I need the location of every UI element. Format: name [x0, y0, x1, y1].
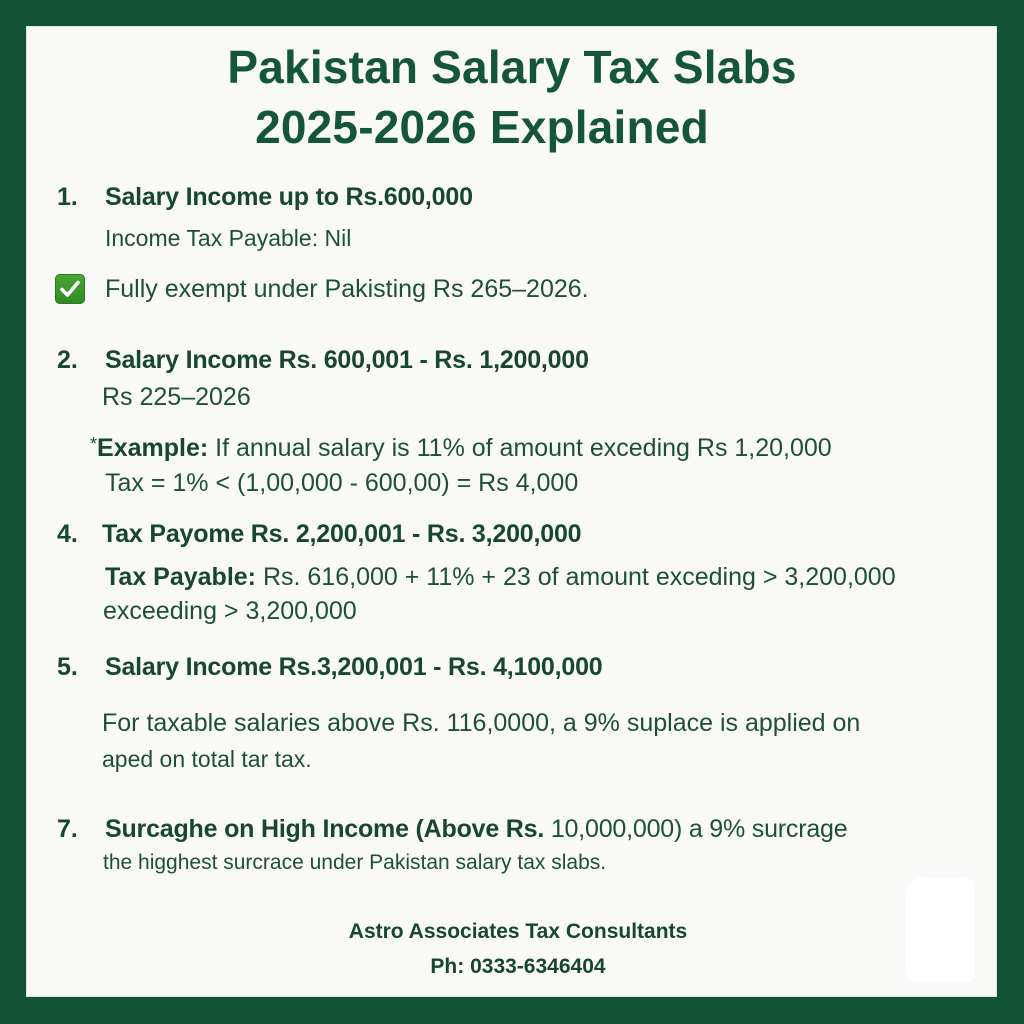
page-title-line-1: Pakistan Salary Tax Slabs	[227, 41, 797, 93]
item-7-heading	[105, 815, 847, 844]
page-title-line-2: 2025-2026 Explained	[255, 101, 709, 153]
item-4-line-2: exceeding > 3,200,000	[103, 597, 357, 625]
item-1-note: Fully exempt under Pakisting Rs 265–2026.	[105, 275, 589, 303]
item-4-line-1	[105, 563, 896, 592]
item-2-heading: Salary Income Rs. 600,001 - Rs. 1,200,000	[105, 346, 589, 374]
tax-payable-label: Tax Payable:	[105, 563, 257, 591]
example-text: If annual salary is 11% of amount exceding Rs 1,20,000	[208, 434, 832, 462]
item-1-number: 1.	[57, 183, 78, 211]
check-mark-icon	[55, 274, 85, 304]
item-5-line-2: aped on total tar tax.	[102, 746, 312, 772]
item-1-heading: Salary Income up to Rs.600,000	[105, 183, 473, 211]
item-7-heading-rest: 10,000,000) a 9% surcrage	[544, 815, 848, 843]
example-label: Example:	[97, 434, 209, 462]
company-name: Astro Associates Tax Consultants	[348, 920, 688, 943]
item-7-number: 7.	[57, 815, 78, 843]
item-5-line-1: For taxable salaries above Rs. 116,0000, a 9% suplace is applied on	[102, 709, 861, 737]
item-5-heading: Salary Income Rs.3,200,001 - Rs. 4,100,000	[105, 653, 603, 681]
tax-payable-text: Rs. 616,000 + 11% + 23 of amount exceding > 3,200,000	[256, 563, 896, 591]
item-1-line: Income Tax Payable: Nil	[105, 225, 352, 251]
item-4-number: 4.	[57, 520, 78, 548]
item-2-line: Rs 225–2026	[102, 383, 251, 411]
example-bullet: *	[90, 434, 98, 454]
company-phone: Ph: 0333-6346404	[430, 955, 606, 978]
item-5-number: 5.	[57, 653, 78, 681]
item-7-heading-bold: Surcaghe on High Income (Above Rs.	[105, 815, 545, 843]
item-2-number: 2.	[57, 346, 78, 374]
item-7-line-1: the higghest surcrace under Pakistan salary tax slabs.	[103, 851, 607, 874]
item-2-example-line-1	[90, 434, 832, 463]
item-4-heading: Tax Payome Rs. 2,200,001 - Rs. 3,200,000	[102, 520, 582, 548]
item-2-example-line-2: Tax = 1% < (1,00,000 - 600,00) = Rs 4,000	[105, 469, 579, 497]
